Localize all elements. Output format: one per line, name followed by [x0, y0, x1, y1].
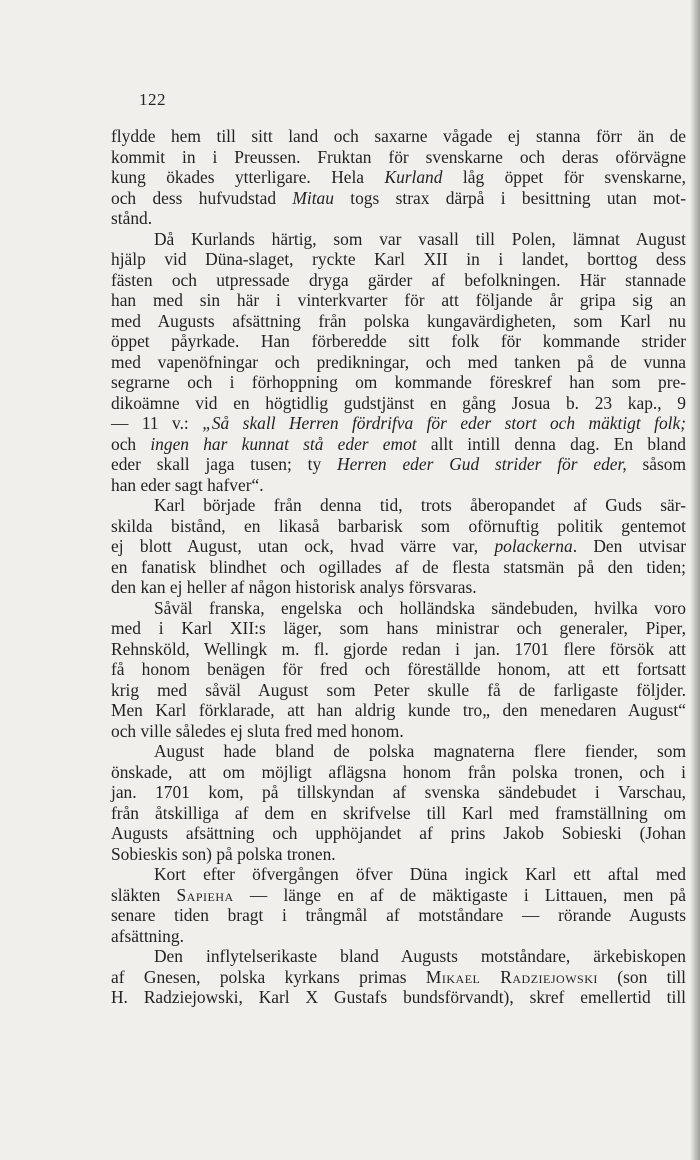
- italic-quote: „Så skall Herren fördrifva för eder stort och mäktigt folk;: [202, 413, 686, 433]
- text-line: [111, 516, 686, 537]
- text-line: [111, 413, 686, 434]
- text-line: [111, 905, 686, 926]
- text-run: eder skall jaga tusen; ty: [111, 454, 338, 474]
- text-line: [111, 167, 686, 188]
- text-line: [111, 454, 686, 475]
- text-run: senare tiden bragt i trångmål af motståndare — rörande Augusts: [111, 905, 686, 925]
- page-edge-shadow: [690, 0, 700, 1160]
- text-run: hjälp vid Düna-slaget, ryckte Karl XII in i landet, borttog dess: [111, 249, 686, 269]
- text-run: af Gnesen, polska kyrkans primas: [111, 966, 426, 987]
- text-run: segrarne och i förhoppning om kommande föreskref han som pre-: [111, 372, 686, 392]
- text-run: från åtskilliga af dem en skrifvelse till Karl med framställning om: [111, 802, 686, 823]
- italic-place-name: Mitau: [292, 187, 334, 208]
- text-line: [111, 311, 686, 332]
- text-run: jan. 1701 kom, på tillskyndan af svenska sändebudet i Varschau,: [111, 782, 686, 802]
- text-run: släkten: [111, 884, 177, 905]
- text-line: [111, 618, 686, 639]
- text-run: afsättning.: [111, 925, 184, 946]
- text-run: flydde hem till sitt land och saxarne vågade ej stanna förr än de: [111, 126, 686, 146]
- text-line: [111, 803, 686, 824]
- text-run: Såväl franska, engelska och holländska sändebuden, hvilka voro: [154, 597, 686, 618]
- paragraph-start-line: [111, 946, 686, 967]
- paragraph-start-line: [111, 864, 686, 885]
- text-line: [111, 844, 686, 865]
- body-text: [111, 126, 686, 1008]
- text-line: [111, 721, 686, 742]
- paragraph-start-line: [111, 598, 686, 619]
- text-run: han med sin här i vinterkvarter för att följande år gripa sig an: [111, 290, 686, 310]
- text-run: — 11 v.:: [111, 413, 203, 433]
- text-line: [111, 331, 686, 352]
- italic-place-name: Kurland: [384, 167, 443, 187]
- text-line: [111, 249, 686, 270]
- text-run: kommit in i Preussen. Fruktan för svenskarne och deras oförvägne: [111, 146, 686, 167]
- text-run: och dess hufvudstad: [111, 187, 293, 208]
- text-run: med vapenöfningar och predikningar, och med tanken på de vunna: [111, 351, 686, 372]
- paragraph-start-line: [111, 229, 686, 250]
- text-line: [111, 434, 686, 455]
- text-line: [111, 372, 686, 393]
- text-line: [111, 885, 686, 906]
- text-run: med i Karl XII:s läger, som hans ministrar och generaler, Piper,: [111, 618, 686, 638]
- text-line: [111, 639, 686, 660]
- text-run: den kan ej heller af någon historisk analys försvaras.: [111, 577, 477, 597]
- text-line: [111, 270, 686, 291]
- text-run: dikoämne vid en högtidlig gudstjänst en gång Josua b. 23 kap., 9: [111, 392, 686, 413]
- text-line: [111, 188, 686, 209]
- text-run: med Augusts afsättning från polska kungavärdigheten, som Karl nu: [111, 310, 686, 331]
- text-line: [111, 700, 686, 721]
- text-line: [111, 823, 686, 844]
- italic-quote: ingen har kunnat stå eder emot: [150, 433, 417, 454]
- text-run: Då Kurlands härtig, som var vasall till Polen, lämnat August: [154, 228, 686, 249]
- text-line: [111, 967, 686, 988]
- text-line: [111, 782, 686, 803]
- text-line: [111, 208, 686, 229]
- text-line: [111, 147, 686, 168]
- text-run: Rehnsköld, Wellingk m. fl. gjorde redan i jan. 1701 flere försök att: [111, 638, 686, 659]
- text-run: Den inflytelserikaste bland Augusts motståndare, ärkebiskopen: [154, 946, 686, 966]
- text-run: Augusts afsättning och upphöjandet af prins Jakob Sobieski (Johan: [111, 823, 686, 843]
- text-line: [111, 926, 686, 947]
- page-number: 122: [139, 90, 166, 109]
- text-run: kung ökades ytterligare. Hela: [111, 167, 385, 187]
- text-run: såsom: [626, 454, 687, 474]
- text-run: låg öppet för svenskarne,: [442, 167, 686, 187]
- text-line: [111, 393, 686, 414]
- italic-word: polackerna: [494, 536, 573, 556]
- italic-quote: Herren eder Gud strider för eder,: [337, 454, 627, 474]
- text-run: stånd.: [111, 208, 153, 228]
- text-run: Karl började från denna tid, trots åberopandet af Guds sär-: [154, 495, 686, 515]
- text-run: — länge en af de mäktigaste i Littauen, men på: [233, 884, 687, 905]
- text-run: ej blott August, utan ock, hvad värre var,: [111, 536, 495, 556]
- text-run: Sobieskis son) på polska tronen.: [111, 843, 336, 864]
- text-line: [111, 536, 686, 557]
- text-line: [111, 762, 686, 783]
- text-run: få honom benägen för fred och föreställde honom, att ett fortsatt: [111, 659, 686, 679]
- text-line: [111, 987, 686, 1008]
- text-line: [111, 352, 686, 373]
- text-line: [111, 659, 686, 680]
- paragraph-start-line: [111, 495, 686, 516]
- text-line: [111, 475, 686, 496]
- text-run: H. Radziejowski, Karl X Gustafs bundsförvandt), skref emellertid till: [111, 987, 686, 1007]
- text-line: [111, 290, 686, 311]
- text-run: August hade bland de polska magnaterna flere fiender, som: [154, 741, 686, 761]
- small-caps-name: Sapieha: [176, 884, 234, 905]
- text-run: krig med såväl August som Peter skulle få de farligaste följder.: [111, 679, 686, 700]
- text-line: [111, 680, 686, 701]
- text-line: [111, 557, 686, 578]
- text-run: (son till: [597, 966, 687, 987]
- text-run: . Den utvisar: [572, 536, 686, 556]
- text-run: fästen och utpressade dryga gärder af befolkningen. Här stannade: [111, 269, 686, 290]
- text-run: Men Karl förklarade, att han aldrig kunde tro„ den menedaren August“: [111, 700, 686, 720]
- text-run: öppet påyrkade. Han förberedde sitt folk för kommande strider: [111, 331, 686, 351]
- text-run: togs strax därpå i besittning utan mot-: [333, 187, 686, 208]
- text-run: han eder sagt hafver“.: [111, 474, 264, 495]
- text-run: skilda bistånd, en likaså barbarisk som oförnuftig politik gentemot: [111, 515, 686, 536]
- text-line: [111, 577, 686, 598]
- text-run: önskade, att om möjligt aflägsna honom från polska tronen, och i: [111, 761, 686, 782]
- text-run: en fanatisk blindhet och ogillades af de flesta statsmän på den tiden;: [111, 556, 686, 577]
- text-run: allt intill denna dag. En bland: [416, 433, 686, 454]
- small-caps-name: Mikael Radziejowski: [425, 966, 598, 987]
- text-run: Kort efter öfvergången öfver Düna ingick Karl ett aftal med: [154, 864, 686, 884]
- text-run: och: [111, 433, 151, 454]
- paragraph-start-line: [111, 741, 686, 762]
- text-line: [111, 126, 686, 147]
- text-run: och ville således ej sluta fred med honom.: [111, 720, 404, 741]
